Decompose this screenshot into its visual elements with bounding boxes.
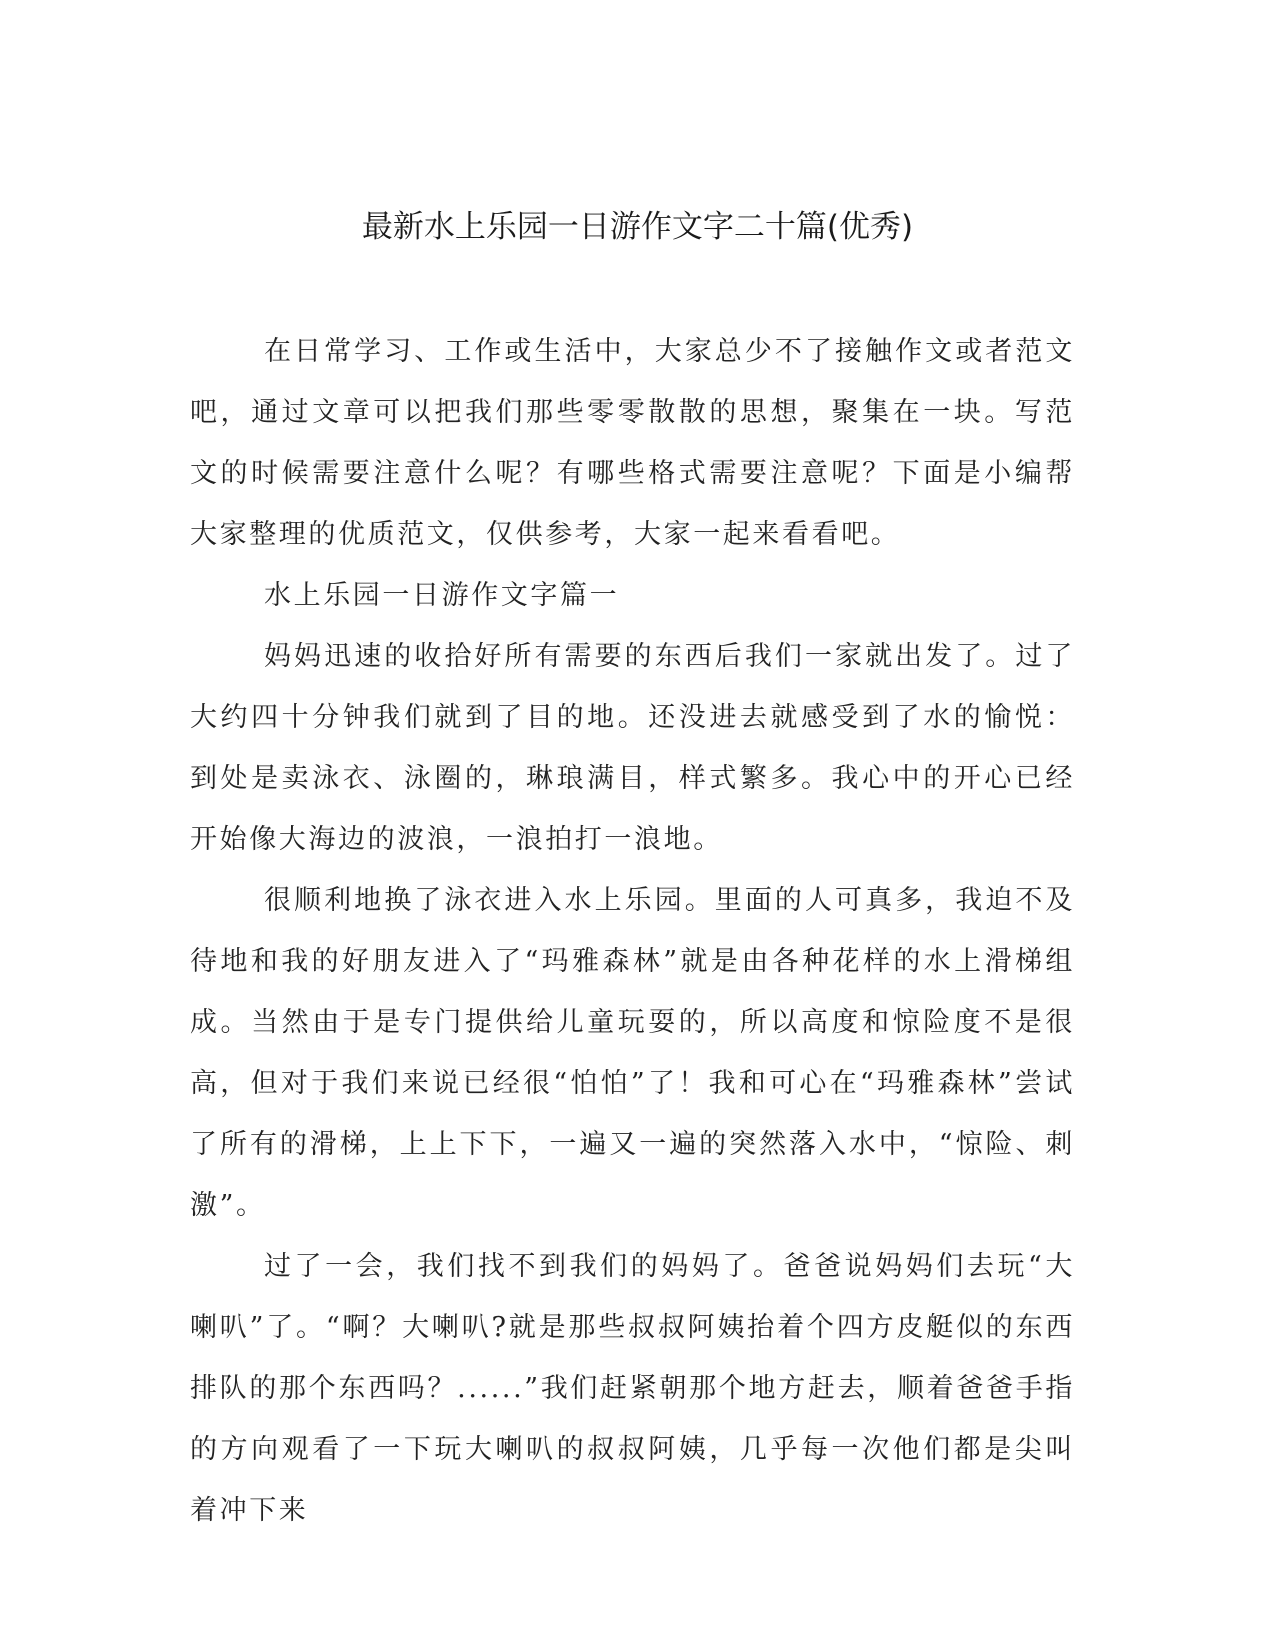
document-body [190, 321, 1075, 1541]
body-paragraph: 过了一会，我们找不到我们的妈妈了。爸爸说妈妈们去玩“大喇叭”了。“啊？大喇叭?就是那些叔叔阿姨抬着个四方皮艇似的东西排队的那个东西吗？......”我们赶紧朝那个地方赶去，顺着爸爸手指的方向观看了一下玩大喇叭的叔叔阿姨，几乎每一次他们都是尖叫着冲下来 [190, 1251, 1075, 1526]
body-paragraph: 妈妈迅速的收拾好所有需要的东西后我们一家就出发了。过了大约四十分钟我们就到了目的地。还没进去就感受到了水的愉悦：到处是卖泳衣、泳圈的，琳琅满目，样式繁多。我心中的开心已经开始像大海边的波浪，一浪拍打一浪地。 [190, 641, 1075, 855]
section-heading: 水上乐园一日游作文字篇一 [264, 580, 620, 611]
intro-paragraph: 在日常学习、工作或生活中，大家总少不了接触作文或者范文吧，通过文章可以把我们那些零零散散的思想，聚集在一块。写范文的时候需要注意什么呢？有哪些格式需要注意呢？下面是小编帮大家整理的优质范文，仅供参考，大家一起来看看吧。 [190, 336, 1075, 550]
body-paragraph: 很顺利地换了泳衣进入水上乐园。里面的人可真多，我迫不及待地和我的好朋友进入了“玛雅森林”就是由各种花样的水上滑梯组成。当然由于是专门提供给儿童玩耍的，所以高度和惊险度不是很高，但对于我们来说已经很“怕怕”了！我和可心在“玛雅森林”尝试了所有的滑梯，上上下下，一遍又一遍的突然落入水中，“惊险、刺激”。 [190, 885, 1075, 1221]
document-title: 最新水上乐园一日游作文字二十篇(优秀) [361, 209, 914, 245]
